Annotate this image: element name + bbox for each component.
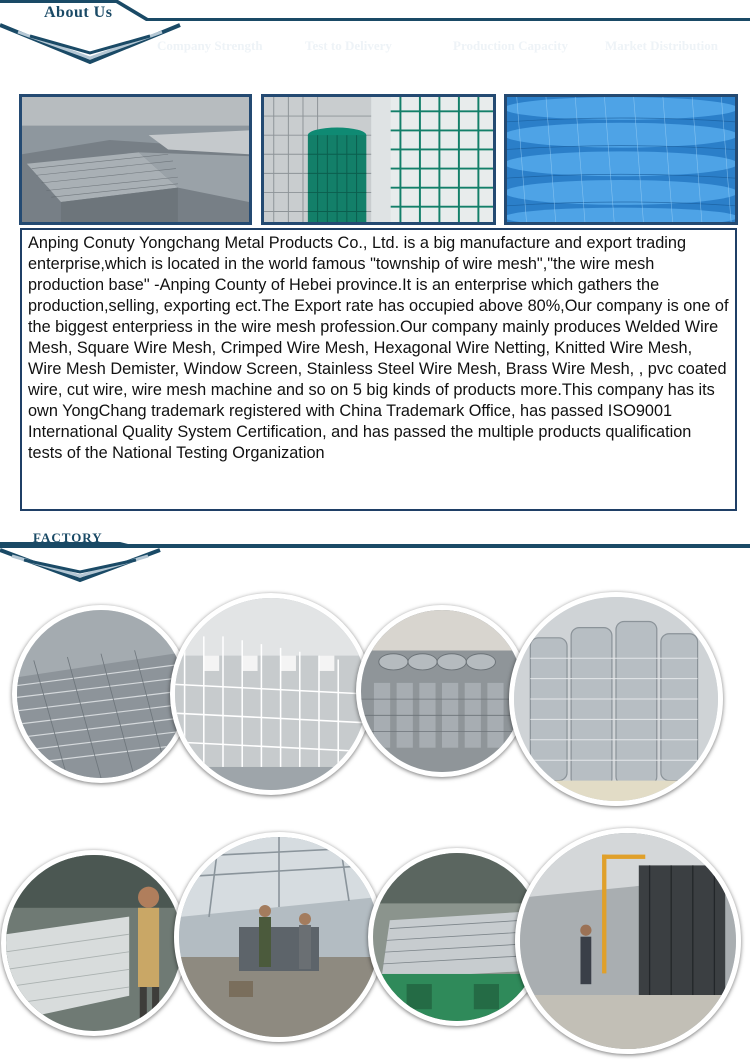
tab-test-to-delivery[interactable]: Test to Delivery — [305, 38, 392, 53]
factory-title: FACTORY — [33, 530, 103, 545]
about-nav-tabs — [157, 38, 747, 56]
about-description-box — [20, 228, 737, 511]
tab-company-strength[interactable]: Company Strength — [157, 38, 263, 53]
gabion-warehouse-photo — [19, 94, 252, 225]
about-description-text: Anping Conuty Yongchang Metal Products Co., Ltd. is a big manufacture and export trading enterprise,which is located in the world famous "township of wire mesh","the wire mesh production base" -Anping County of Hebei province.It is an enterprise which gathers the production,selling, exporting ect.The Export rate has occupied above 80%,Our company is one of the biggest enterpriess in the wire mesh profession.Our company mainly produces Welded Wire Mesh, Square Wire Mesh, Crimped Wire Mesh, Hexagonal Wire Netting, Knitted Wire Mesh, Wire Mesh Demister, Window Screen, Stainless Steel Wire Mesh, Brass Wire Mesh, , pvc coated wire, cut wire, wire mesh machine and so on 5 big kinds of products more.This company has its own YongChang trademark registered with China Trademark Office, has passed ISO9001 International Quality System Certification, and has passed the multiple products qualification tests of the National Testing Organization — [28, 234, 729, 462]
welded-mesh-rolls-photo — [261, 94, 496, 225]
factory-photo-welded-fence-panels — [170, 593, 372, 795]
factory-photo-workshop-workers — [174, 832, 384, 1042]
factory-photo-expanded-mesh-rolls — [509, 592, 723, 806]
tab-market-distribution[interactable]: Market Distribution — [605, 38, 719, 53]
factory-photo-pvc-coating-line — [515, 828, 741, 1054]
factory-photo-weaving-loom — [1, 850, 187, 1036]
tab-production-capacity[interactable]: Production Capacity — [453, 38, 568, 53]
factory-header — [0, 520, 750, 590]
factory-photo-galvanized-wire-coils — [356, 605, 528, 777]
about-us-header — [0, 0, 750, 70]
factory-photo-gabion-stacks — [12, 605, 190, 783]
pvc-hexagonal-mesh-photo — [504, 94, 738, 225]
top-photo-strip — [19, 94, 738, 225]
factory-header-banner-graphic — [0, 520, 750, 590]
about-us-title: About Us — [44, 4, 113, 21]
about-header-banner-graphic — [0, 0, 750, 70]
